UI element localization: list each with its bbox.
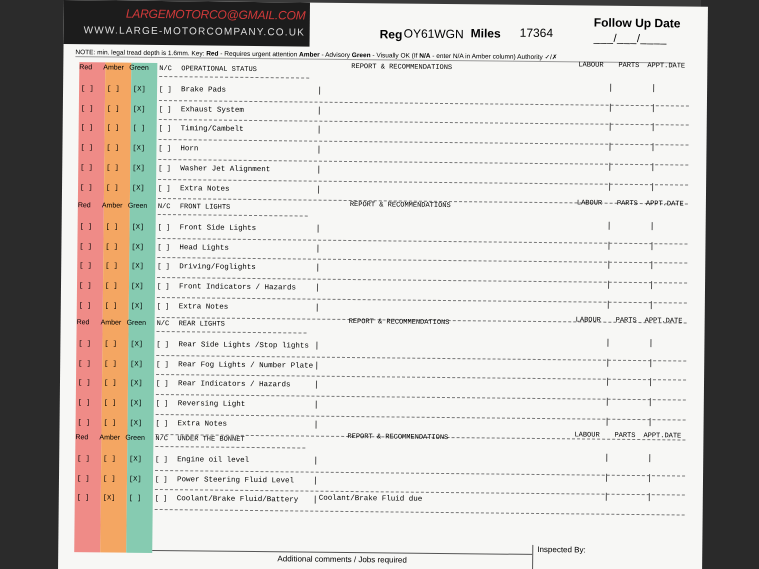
col-header-report: REPORT & RECOMMENDATIONS (351, 63, 453, 73)
report-divider (318, 225, 319, 233)
checkbox-nc[interactable]: [ ] (156, 360, 169, 369)
report-divider (318, 146, 319, 154)
checkbox-red[interactable]: [ ] (80, 124, 94, 133)
checkbox-red[interactable]: [ ] (78, 282, 92, 291)
check-item-label: Coolant/Brake Fluid/Battery (176, 495, 299, 505)
checkbox-red[interactable]: [ ] (80, 163, 93, 173)
checkbox-green[interactable]: [X] (131, 223, 145, 232)
company-banner (64, 0, 310, 47)
appt-divider (652, 163, 653, 171)
checkbox-red[interactable]: [ ] (79, 183, 93, 192)
col-header-nc: N/C (156, 319, 170, 329)
parts-divider (609, 222, 610, 230)
checkbox-nc[interactable]: [ ] (157, 243, 171, 252)
checkbox-nc[interactable]: [ ] (155, 419, 169, 428)
checkbox-green[interactable]: [X] (130, 282, 144, 291)
checkbox-amber[interactable]: [ ] (103, 379, 117, 388)
report-divider (317, 303, 318, 311)
appt-divider (651, 242, 652, 250)
miles-label: Miles (470, 26, 501, 41)
checkbox-green[interactable]: [X] (132, 105, 146, 114)
checkbox-nc[interactable]: [ ] (156, 283, 170, 292)
checkbox-red[interactable]: [ ] (81, 85, 94, 94)
checkbox-nc[interactable]: [ ] (157, 263, 170, 272)
checkbox-nc[interactable]: [ ] (158, 105, 172, 114)
appt-divider (649, 494, 650, 502)
checkbox-amber[interactable]: [ ] (104, 340, 118, 349)
checkbox-red[interactable]: [ ] (80, 104, 94, 114)
checkbox-amber[interactable]: [ ] (106, 144, 120, 153)
follow-up-label: Follow Up Date (593, 15, 681, 31)
report-note[interactable]: Coolant/Brake Fluid due (318, 495, 423, 505)
checkbox-nc[interactable]: [ ] (154, 475, 168, 484)
checkbox-red[interactable]: [ ] (77, 379, 91, 388)
note-red-desc: - Requires urgent attention (218, 50, 300, 59)
checkbox-green[interactable]: [X] (132, 144, 146, 153)
checkbox-amber[interactable]: [ ] (106, 124, 120, 133)
report-divider (317, 244, 318, 252)
checkbox-red[interactable]: [ ] (76, 494, 90, 503)
report-divider (316, 361, 317, 369)
section-title: REAR LIGHTS (178, 320, 225, 329)
reg-label: Reg (379, 27, 403, 42)
report-divider (315, 496, 316, 504)
col-header-labour: LABOUR (578, 61, 604, 70)
check-item-label: Head Lights (179, 243, 229, 253)
parts-divider (607, 398, 608, 406)
checkbox-red[interactable]: [ ] (78, 359, 91, 368)
checkbox-green[interactable]: [X] (129, 380, 143, 389)
note-amber: Amber (299, 51, 320, 59)
checkbox-nc[interactable]: [ ] (157, 184, 171, 193)
checkbox-red[interactable]: [ ] (77, 418, 91, 428)
check-item-label: Brake Pads (181, 86, 227, 95)
col-header-amber: Amber (100, 319, 122, 327)
checkbox-green[interactable]: [X] (128, 475, 142, 484)
check-item-label: Timing/Cambelt (180, 125, 244, 135)
checkbox-amber[interactable]: [X] (102, 494, 116, 503)
note-green: Green (351, 52, 371, 60)
col-header-red: Red (76, 319, 90, 327)
inspected-by-field[interactable]: Inspected By: (532, 545, 586, 569)
appt-divider (652, 143, 653, 151)
checkbox-green[interactable]: [X] (133, 85, 146, 94)
check-item-label: Rear Side Lights /Stop lights (178, 341, 309, 351)
checkbox-nc[interactable]: [ ] (158, 164, 171, 173)
col-header-appt: APPT.DATE (647, 62, 686, 71)
checkbox-red[interactable]: [ ] (78, 340, 92, 349)
checkbox-red[interactable]: [ ] (79, 242, 93, 251)
col-header-nc: N/C (155, 434, 169, 444)
company-website: WWW.LARGE-MOTORCOMPANY.CO.UK (83, 25, 306, 39)
checkbox-red[interactable]: [ ] (79, 223, 93, 232)
col-header-labour: LABOUR (576, 199, 603, 208)
check-item-label: Rear Fog Lights / Number Plate (178, 360, 314, 371)
appt-divider (653, 124, 654, 132)
background-right (701, 0, 759, 569)
checkbox-nc[interactable]: [ ] (156, 302, 170, 311)
checkbox-amber[interactable]: [ ] (103, 455, 116, 464)
checkbox-green[interactable]: [X] (130, 302, 144, 311)
reg-value: OY61WGN (403, 26, 464, 42)
checkbox-green[interactable]: [X] (131, 263, 144, 272)
col-header-nc: N/C (159, 65, 172, 74)
col-header-appt: APPT.DATE (645, 200, 684, 209)
appt-divider (650, 339, 651, 347)
checkbox-nc[interactable]: [ ] (158, 125, 172, 134)
checkbox-red[interactable]: [ ] (79, 262, 92, 271)
col-header-parts: PARTS (615, 316, 637, 326)
col-header-green: Green (126, 319, 147, 327)
note-amber-desc: - Advisory (319, 51, 352, 60)
check-item-label: Driving/Foglights (179, 263, 256, 273)
report-divider (319, 126, 320, 134)
col-header-parts: PARTS (616, 199, 638, 209)
col-header-green: Green (129, 64, 149, 72)
col-header-red: Red (75, 434, 89, 442)
checkbox-amber[interactable]: [ ] (103, 399, 117, 408)
note-na: N/A (419, 52, 431, 60)
check-item-label: Extra Notes (179, 184, 230, 194)
checkbox-nc[interactable]: [ ] (157, 223, 171, 233)
col-header-labour: LABOUR (575, 316, 601, 325)
col-header-report: REPORT & RECOMMENDATIONS (349, 201, 451, 211)
checkbox-nc[interactable]: [ ] (159, 86, 172, 95)
checkbox-amber[interactable]: [ ] (104, 302, 118, 311)
checkbox-amber[interactable]: [ ] (105, 243, 119, 252)
checkbox-green[interactable]: [X] (129, 455, 142, 464)
col-header-amber: Amber (101, 202, 123, 210)
additional-comments-field[interactable]: Additional comments / Jobs required (152, 550, 532, 566)
parts-divider (607, 358, 608, 366)
checkbox-nc[interactable]: [ ] (155, 455, 168, 465)
check-item-label: Power Steering Fluid Level (176, 475, 295, 486)
section-header-rule (158, 214, 308, 217)
parts-divider (606, 493, 607, 501)
company-email: LARGEMOTORCO@GMAIL.COM (125, 6, 306, 23)
col-header-parts: PARTS (618, 61, 640, 71)
parts-divider (608, 281, 609, 289)
report-divider (316, 342, 317, 350)
check-item-label: Washer Jet Alignment (180, 165, 271, 174)
checkbox-red[interactable]: [ ] (78, 301, 92, 311)
parts-divider (609, 182, 610, 190)
parts-divider (606, 454, 607, 462)
checkbox-red[interactable]: [ ] (80, 144, 94, 153)
checkbox-green[interactable]: [X] (131, 184, 145, 193)
checkbox-green[interactable]: [X] (129, 399, 143, 408)
col-header-report: REPORT & RECOMMENDATIONS (347, 432, 449, 443)
parts-divider (608, 261, 609, 269)
miles-value: 17364 (519, 25, 554, 41)
col-header-appt: APPT.DATE (643, 432, 682, 441)
section-header-rule (155, 446, 305, 449)
note-green-desc: - Visually OK (If (370, 52, 420, 60)
parts-divider (608, 301, 609, 309)
section-title: OPERATIONAL STATUS (181, 65, 257, 75)
report-divider (318, 185, 319, 193)
appt-divider (653, 84, 654, 92)
check-item-label: Exhaust System (180, 105, 244, 115)
col-header-green: Green (125, 434, 145, 442)
col-header-red: Red (79, 64, 93, 72)
note-na-desc: - enter N/A in Amber column) Authority ✓/✗ (430, 52, 558, 62)
checkbox-red[interactable]: [ ] (76, 474, 90, 483)
checkbox-amber[interactable]: [ ] (107, 85, 120, 94)
appt-divider (649, 474, 650, 482)
checkbox-amber[interactable]: [ ] (106, 164, 119, 173)
checkbox-amber[interactable]: [ ] (105, 223, 119, 232)
row-rule (155, 509, 685, 516)
section-header-rule (159, 76, 309, 79)
checkbox-nc[interactable]: [ ] (155, 400, 169, 409)
appt-divider (650, 359, 651, 367)
checkbox-green[interactable]: [ ] (132, 125, 146, 134)
checkbox-green[interactable]: [X] (131, 243, 145, 252)
report-divider (317, 284, 318, 292)
parts-divider (610, 84, 611, 92)
section-header-rule (157, 331, 307, 334)
appt-divider (650, 418, 651, 426)
checkbox-amber[interactable]: [ ] (105, 262, 118, 271)
appt-divider (653, 104, 654, 112)
checkbox-nc[interactable]: [ ] (155, 380, 169, 389)
appt-divider (650, 379, 651, 387)
note-red: Red (206, 50, 219, 58)
check-item-label: Front Side Lights (179, 224, 257, 234)
parts-divider (606, 473, 607, 481)
report-divider (315, 476, 316, 484)
appt-divider (651, 301, 652, 309)
col-header-report: REPORT & RECOMMENDATIONS (348, 317, 450, 328)
checkbox-amber[interactable]: [ ] (106, 105, 120, 114)
report-divider (316, 401, 317, 409)
report-divider (319, 106, 320, 114)
note-prefix: NOTE: min. legal tread depth is 1.6mm. Key: (75, 49, 207, 58)
checkbox-amber[interactable]: [ ] (104, 282, 118, 291)
col-header-labour: LABOUR (574, 431, 600, 440)
check-item-label: Horn (180, 145, 199, 154)
parts-divider (608, 241, 609, 249)
appt-divider (650, 398, 651, 406)
checkbox-green[interactable]: [X] (130, 360, 143, 369)
checkbox-amber[interactable]: [ ] (103, 419, 117, 428)
col-header-green: Green (127, 202, 148, 210)
report-divider (316, 381, 317, 389)
parts-divider (607, 339, 608, 347)
report-divider (317, 264, 318, 272)
checkbox-nc[interactable]: [ ] (154, 495, 168, 504)
col-header-appt: APPT.DATE (644, 317, 683, 326)
checkbox-green[interactable]: [X] (129, 419, 143, 428)
col-header-nc: N/C (157, 202, 171, 212)
report-divider (318, 165, 319, 173)
checkbox-nc[interactable]: [ ] (158, 145, 172, 154)
appt-divider (652, 183, 653, 191)
checkbox-green[interactable]: [ ] (128, 495, 142, 504)
parts-divider (607, 418, 608, 426)
parts-divider (607, 378, 608, 386)
checkbox-amber[interactable]: [ ] (102, 475, 116, 484)
parts-divider (609, 143, 610, 151)
col-header-amber: Amber (103, 64, 124, 72)
check-item-label: Reversing Light (177, 400, 246, 410)
appt-divider (652, 222, 653, 230)
report-divider (316, 420, 317, 428)
check-item-label: Rear Indicators / Hazards (177, 380, 291, 390)
check-item-label: Extra Notes (177, 420, 228, 429)
parts-divider (610, 123, 611, 131)
follow-up-date-field[interactable]: ___/___/____ (593, 32, 667, 46)
col-header-parts: PARTS (614, 431, 636, 441)
checkbox-green[interactable]: [X] (132, 164, 145, 173)
checkbox-red[interactable]: [ ] (77, 399, 91, 408)
appt-divider (651, 281, 652, 289)
col-header-amber: Amber (99, 434, 121, 442)
parts-divider (610, 103, 611, 111)
check-item-label: Engine oil level (177, 456, 250, 465)
checkbox-amber[interactable]: [ ] (104, 360, 117, 369)
checkbox-amber[interactable]: [ ] (105, 183, 119, 193)
check-item-label: Front Indicators / Hazards (178, 283, 297, 293)
appt-divider (649, 454, 650, 462)
checkbox-red[interactable]: [ ] (77, 455, 90, 464)
check-item-label: Extra Notes (178, 303, 229, 312)
inspection-sheet (58, 0, 708, 569)
report-divider (319, 87, 320, 95)
parts-divider (609, 163, 610, 171)
checkbox-nc[interactable]: [ ] (156, 340, 170, 350)
appt-divider (651, 262, 652, 270)
col-header-red: Red (77, 202, 91, 210)
checkbox-green[interactable]: [X] (130, 340, 144, 349)
section-title: FRONT LIGHTS (179, 203, 231, 212)
section-title: UNDER THE BONNET (177, 435, 245, 444)
report-divider (315, 457, 316, 465)
